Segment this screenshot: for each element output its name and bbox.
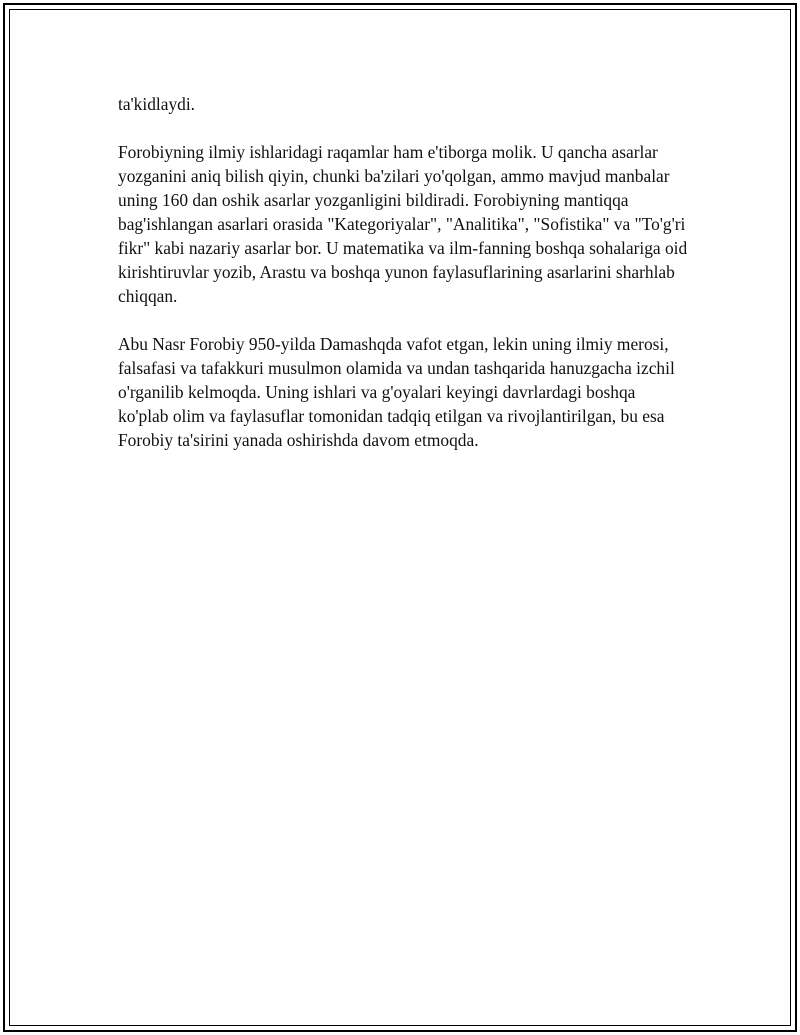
paragraph-legacy: Abu Nasr Forobiy 950-yilda Damashqda vafot etgan, lekin uning ilmiy merosi, falsafasi va tafakkuri musulmon olamida va undan tashqarida hanuzgacha izchil o'rganilib kelmoqda. Uning ishlari va g'oyalari keyingi davrlardagi boshqa ko'plab olim va faylasuflar tomonidan tadqiq etilgan va rivojlantirilgan, bu esa Forobiy ta'sirini yanada oshirishda davom etmoqda. <box>118 334 675 450</box>
document-body <box>118 92 688 476</box>
paragraph-continuation: ta'kidlaydi. <box>118 94 196 114</box>
paragraph-works: Forobiyning ilmiy ishlaridagi raqamlar ham e'tiborga molik. U qancha asarlar yozganini aniq bilish qiyin, chunki ba'zilari yo'qolgan, ammo mavjud manbalar uning 160 dan oshik asarlar yozganligini bildiradi. Forobiyning mantiqqa bag'ishlangan asarlari orasida "Kategoriyalar", "Analitika", "Sofistika" va "To'g'ri fikr" kabi nazariy asarlar bor. U matematika va ilm-fanning boshqa sohalariga oid kirishtiruvlar yozib, Arastu va boshqa yunon faylasuflarining asarlarini sharhlab chiqqan. <box>118 142 688 306</box>
